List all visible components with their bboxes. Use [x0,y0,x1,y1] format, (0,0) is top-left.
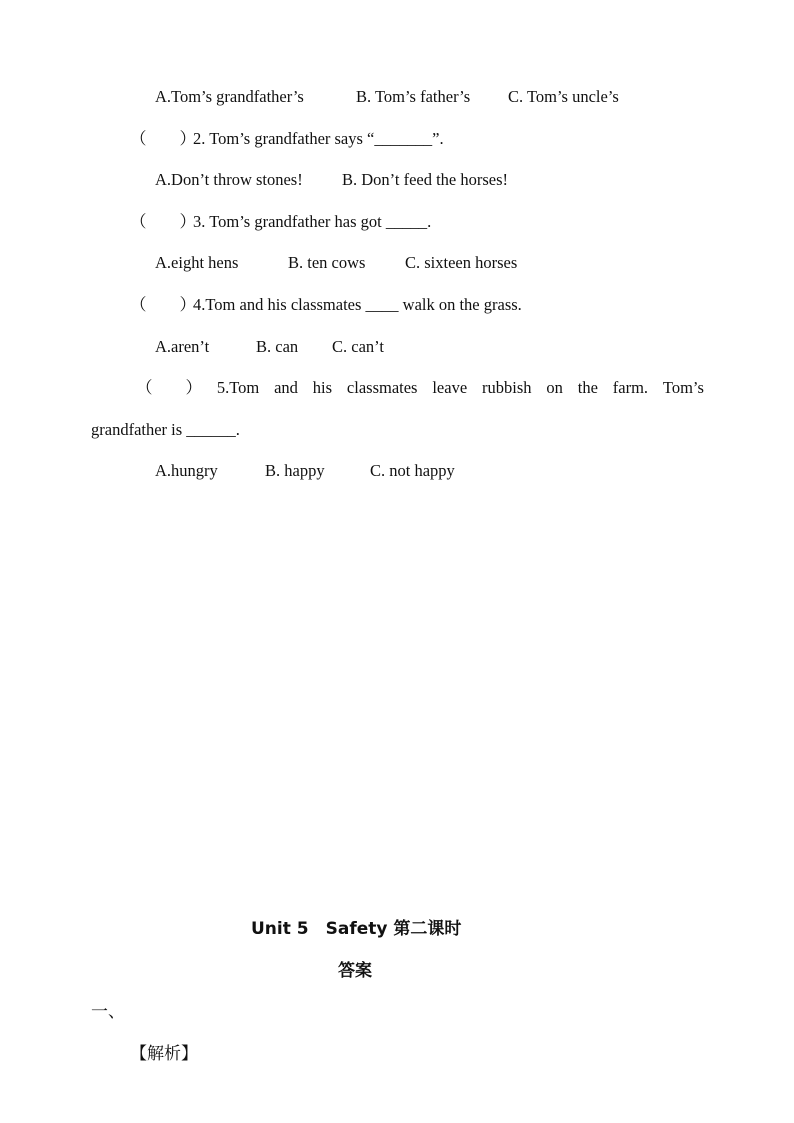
q3-option-a: A.eight hens [155,253,239,272]
answer-section-title: Unit 5 Safety 第二课时 [251,919,462,939]
q5-stem-continued: grandfather is ______. [91,420,240,439]
answer-section-subtitle: 答案 [338,961,372,981]
q4-option-a: A.aren’t [155,337,210,356]
q5-word: farm. [612,378,649,397]
q3-answer-blank: （ ） [130,212,196,231]
q5-word: and [274,378,298,397]
q1-option-a: A.Tom’s grandfather’s [155,87,304,106]
q5-option-c: C. not happy [370,461,455,480]
q5-word: his [312,378,333,397]
q3-option-b: B. ten cows [288,253,366,272]
q4-option-c: C. can’t [332,337,384,356]
q5-word: classmates [346,378,418,397]
q5-word: on [546,378,563,397]
q4-answer-blank: （ ） [130,295,196,314]
q5-option-a: A.hungry [155,461,218,480]
q2-option-b: B. Don’t feed the horses! [342,170,509,189]
q5-word: Tom’s [662,378,704,397]
q5-word: the [577,378,598,397]
q5-option-b: B. happy [265,461,325,480]
q5-word: leave [432,378,468,397]
q5-stem-line [136,378,704,398]
q5-word: 5.Tom [216,378,260,397]
q4-option-b: B. can [256,337,299,356]
q1-option-b: B. Tom’s father’s [356,87,471,106]
q2-stem: 2. Tom’s grandfather says “_______”. [193,129,444,148]
q5-word: rubbish [482,378,532,397]
q4-stem: 4.Tom and his classmates ____ walk on the grass. [193,295,522,314]
q2-option-a: A.Don’t throw stones! [155,170,303,189]
q3-stem: 3. Tom’s grandfather has got _____. [193,212,432,231]
analysis-label: 【解析】 [130,1044,198,1064]
q5-answer-blank: （ ） [136,378,202,397]
q3-option-c: C. sixteen horses [405,253,518,272]
q2-answer-blank: （ ） [130,129,196,148]
section-number: 一、 [91,1002,125,1022]
q1-option-c: C. Tom’s uncle’s [508,87,619,106]
